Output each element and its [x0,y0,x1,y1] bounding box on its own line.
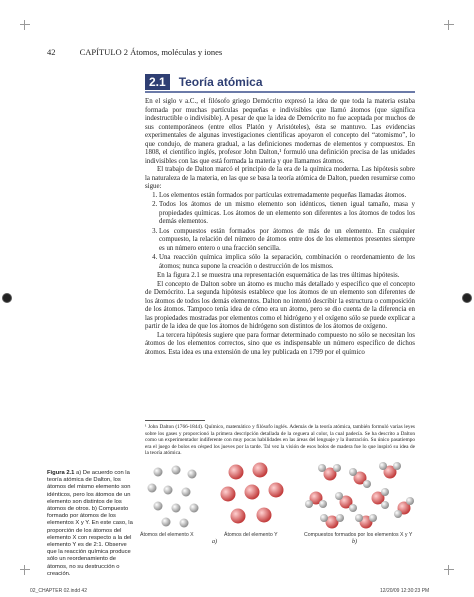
paragraph: En la figura 2.1 se muestra una representación esquemática de las tres últimas hipótesis. [157,272,400,279]
crop-mark [20,20,30,30]
atom-y [221,487,236,502]
label-compound: Compuestos formados por los elementos X y Y [304,532,413,538]
caption-label: Figura 2.1 [47,470,75,476]
compound-molecule [320,514,344,529]
crop-mark [444,20,454,30]
atom-y [231,509,246,524]
figure-illustration [138,460,416,530]
element-x-atoms [148,466,199,528]
compound-molecule [318,464,341,481]
atom-x [190,504,199,513]
paragraph: La tercera hipótesis sugiere que para formar determinado compuesto no sólo se necesitan los átomos de los elementos correctos, sino que es indispensable un número específico de dichos átomos. Esta idea es una extensión de una ley publicada en 1799 por el químico [145,331,415,356]
compound-molecule [372,488,390,509]
section-number: 2.1 [145,74,170,90]
sublabel-b: b) [352,539,357,545]
body-text [145,98,415,357]
compound-molecule [394,497,414,518]
atom-y [229,465,244,480]
paragraph: En el siglo v a.C., el filósofo griego Demócrito expresó la idea de que toda la materia estaba formada por muchas partículas pequeñas e indivisibles que llamó átomos (que significa indestructible o indivisible). A pesar de que la idea de Demócrito no fue aceptada por muchos de sus contemporáneos (entre ellos Platón y Aristóteles), ésta se mantuvo. Las evidencias experimentales de algunas investigaciones científicas apoyaron el concepto del “atomismo”, lo que condujo, de manera gradual, a las definiciones modernas de elementos y compuestos. En 1808, el científico inglés, profesor John Dalton,¹ formuló una definición precisa de las unidades indivisibles con las que está formada la materia y que llamamos átomos. [145,98,415,165]
list-item: 4. Una reacción química implica sólo la separación, combinación o reordenamiento de los átomos; nunca supone la creación o destrucción de los mismos. [159,254,415,271]
section-heading [145,73,415,93]
atom-x [154,502,163,511]
page-number: 42 [47,47,56,57]
running-title: CAPÍTULO 2 Átomos, moléculas y iones [79,47,223,57]
footnote: ¹ John Dalton (1766-1844). Químico, matemático y filósofo inglés. Además de la teoría atómica, también formuló varias leyes sobre los gases y proporcionó la primera descripción detallada de la ceguera al color, la cual padecía. Se ha descrito a Dalton como un experimentador indiferente con muy pocas habilidades en las áreas del lenguaje y la ilustración. Su único pasatiempo era el juego de bolos en césped los jueves por la tarde. Tal vez la visión de esos bolos de madera fue lo que inspiró su idea de la teoría atómica. [145,424,415,457]
figure-caption [47,470,133,578]
compound-molecule [305,492,327,509]
list-item: 1. Los elementos están formados por partículas extremadamente pequeñas llamadas átomos. [159,192,415,201]
atom-x [162,518,171,527]
hypotheses-list [145,192,415,272]
registration-mark [462,293,472,303]
atom-x [182,488,191,497]
atom-x [172,504,181,513]
atom-x [188,470,197,479]
paragraph: El concepto de Dalton sobre un átomo es mucho más detallado y específico que el concepto de Demócrito. La segunda hipótesis establece que los átomos de un elemento son diferentes de los átomos de todos los demás elementos. Dalton no intentó describir la estructura o composición de los átomos. Tampoco tenía idea de cómo era un átomo, pero se dio cuenta de la diferencia en las propiedades mostradas por elementos como el hidrógeno y el oxígeno sólo se puede explicar a partir de la idea de que los átomos de hidrógeno son distintos de los átomos de oxígeno. [145,280,415,330]
paragraph: El trabajo de Dalton marcó el principio de la era de la química moderna. Las hipótesis sobre la naturaleza de la materia, en las que se basa la teoría atómica de Dalton, pueden resumirse como sigue: [145,166,415,190]
element-y-atoms [221,463,284,524]
atom-y [257,508,272,523]
atom-y [269,483,284,498]
list-item: 3. Los compuestos están formados por átomos de más de un elemento. En cualquier compuesto, la relación del número de átomos entre dos de los elementos presentes siempre es un número entero o una fracción sencilla. [159,228,415,254]
figure-2-1 [138,460,416,545]
print-slug-right: 12/20/09 12:30:23 PM [380,588,430,594]
compound-molecules [305,462,414,529]
crop-mark [20,565,30,575]
section-title: Teoría atómica [178,75,263,89]
label-element-y: Átomos del elemento Y [224,532,278,538]
atom-x [180,519,189,528]
footnote-rule [145,420,205,421]
compound-molecule [349,468,371,488]
atom-x [164,486,173,495]
label-element-x: Átomos del elemento X [140,532,194,538]
compound-molecule [355,514,377,529]
registration-mark [2,293,12,303]
print-slug-left: 02_CHAPTER 02.indd 42 [30,588,87,594]
sublabel-a: a) [212,539,217,545]
atom-x [172,466,181,475]
running-header [47,47,222,57]
compound-molecule [379,462,401,479]
crop-mark [444,565,454,575]
atom-y [253,463,268,478]
atom-x [148,484,157,493]
atom-x [154,468,163,477]
atom-y [245,485,260,500]
compound-molecule [335,492,357,512]
caption-text: a) De acuerdo con la teoría atómica de Dalton, los átomos del mismo elemento son idénticos, pero los átomos de un elemento son distintos de los átomos de otros. b) Compuesto formado por átomos de los elementos X y Y. En este caso, la proporción de los átomos del elemento X con respecto a la del elemento Y es de 2:1. Observe que la reacción química produce sólo un reordenamiento de átomos, no su destrucción o creación. [47,470,133,577]
list-item: 2. Todos los átomos de un mismo elemento son idénticos, tienen igual tamaño, masa y propiedades químicas. Los átomos de un elemento son diferentes a los átomos de todos los demás elementos. [159,201,415,227]
